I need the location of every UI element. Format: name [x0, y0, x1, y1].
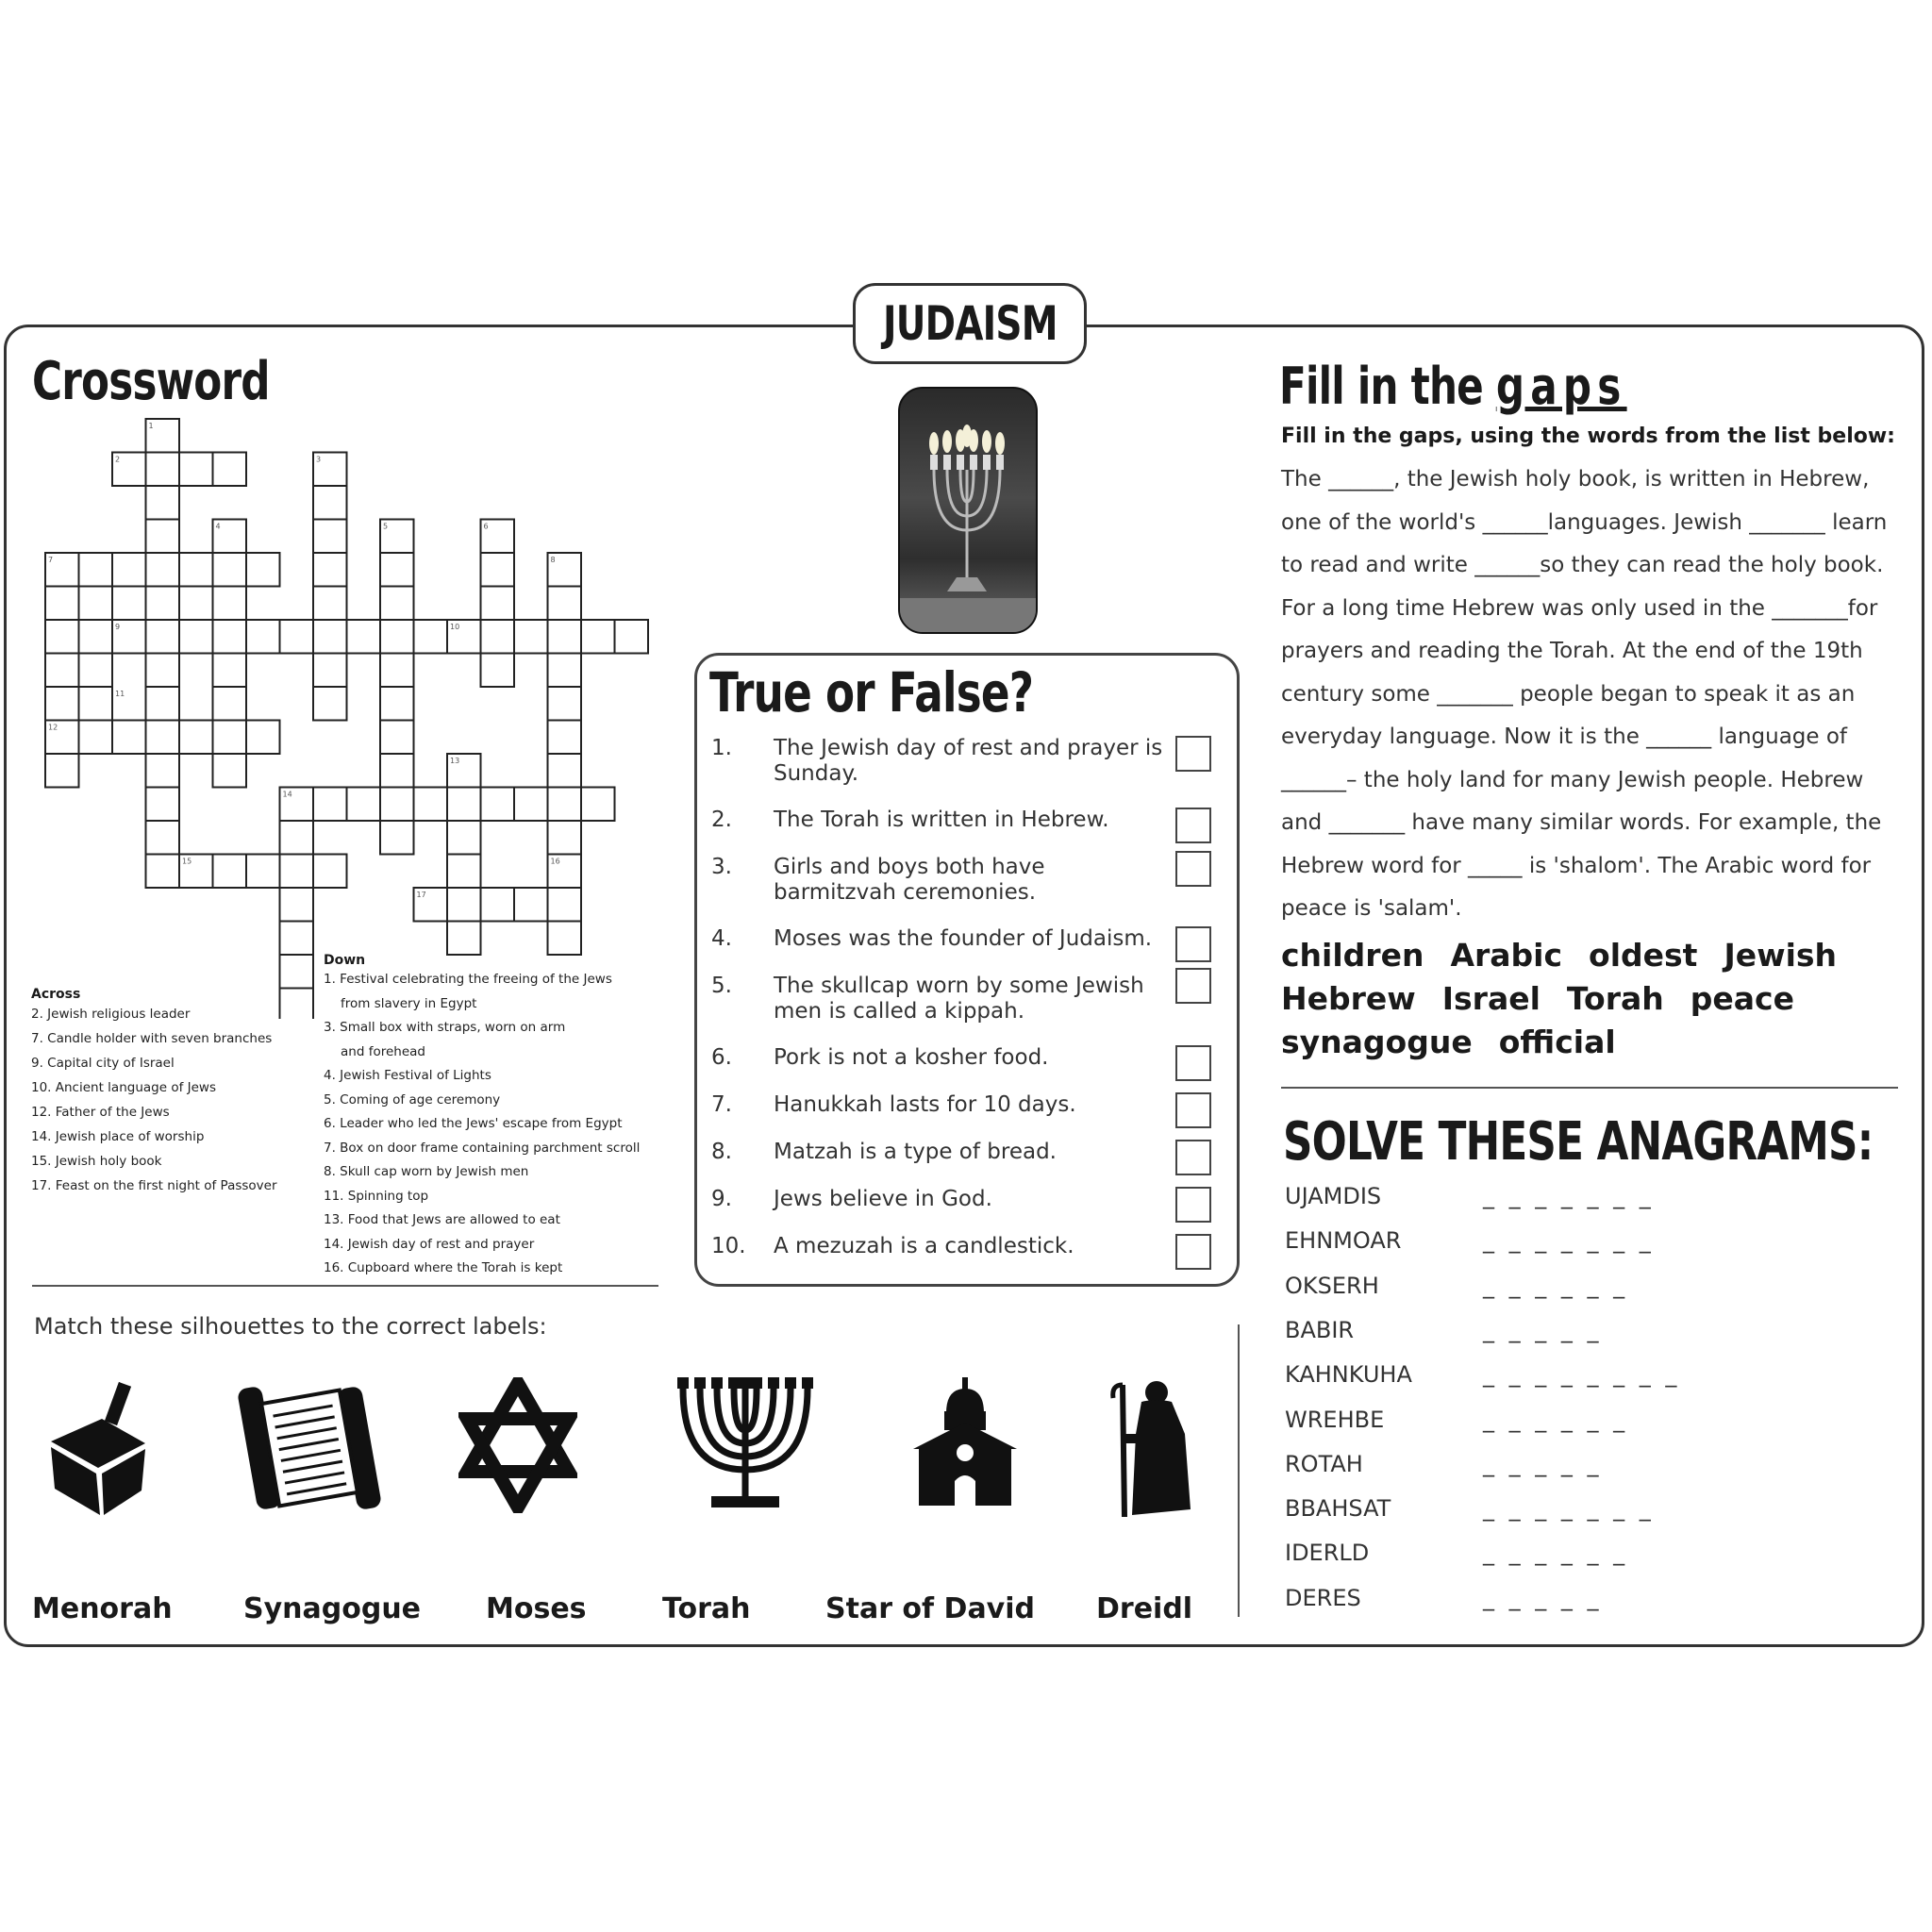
crossword-clue-number: 16 [550, 857, 560, 866]
anagram-word: BABIR [1285, 1316, 1355, 1343]
down-clues [324, 953, 640, 1281]
crossword-cell[interactable] [581, 788, 615, 822]
crossword-cell[interactable] [213, 687, 247, 721]
crossword-clue-number: 5 [383, 522, 389, 531]
crossword-cell[interactable] [246, 855, 280, 889]
crossword-cell[interactable] [146, 721, 180, 755]
synagogue-icon [913, 1377, 1017, 1509]
item-statement: The Torah is written in Hebrew. [774, 808, 1109, 832]
answer-checkbox[interactable] [1175, 1045, 1211, 1081]
crossword-cell[interactable] [213, 553, 247, 587]
crossword-cell[interactable] [481, 553, 515, 587]
crossword-clue-number: 7 [48, 556, 54, 564]
crossword-cell[interactable] [79, 587, 113, 621]
answer-blanks[interactable]: _ _ _ _ _ _ [1483, 1272, 1629, 1299]
item-number: 9. [711, 1187, 732, 1211]
word-bank-item: Hebrew [1281, 980, 1416, 1017]
item-number: 5. [711, 974, 732, 998]
crossword-cell[interactable] [45, 587, 79, 621]
crossword-cell[interactable] [514, 888, 548, 922]
across-clue: 12. Father of the Jews [31, 1105, 170, 1120]
item-number: 3. [711, 855, 732, 879]
across-clue: 15. Jewish holy book [31, 1154, 162, 1169]
crossword-cell[interactable] [146, 687, 180, 721]
answer-checkbox[interactable] [1175, 1140, 1211, 1175]
crossword-grid [38, 415, 660, 1019]
crossword-clue-number: 3 [316, 455, 322, 464]
across-clues [31, 987, 277, 1198]
crossword-cell[interactable] [79, 654, 113, 688]
crossword-cell[interactable] [447, 888, 481, 922]
down-clue: 6. Leader who led the Jews' escape from Egypt [324, 1116, 623, 1131]
item-statement: Matzah is a type of bread. [774, 1140, 1057, 1164]
crossword-cell[interactable] [79, 620, 113, 654]
crossword-cell[interactable] [45, 654, 79, 688]
item-statement: Girls and boys both have barmitzvah ceremonies. [774, 855, 1045, 905]
word-bank-item: peace [1690, 980, 1794, 1017]
crossword-clue-number: 13 [450, 757, 460, 765]
crossword-clue-number: 8 [550, 556, 556, 564]
down-heading: Down [324, 953, 366, 968]
answer-blanks[interactable]: _ _ _ _ _ _ _ _ [1483, 1361, 1681, 1389]
down-clue: 1. Festival celebrating the freeing of the Jews [324, 972, 612, 987]
down-clue: 7. Box on door frame containing parchment scroll [324, 1140, 641, 1156]
crossword-cell[interactable] [313, 486, 347, 520]
crossword-cell[interactable] [79, 687, 113, 721]
crossword-cell[interactable] [213, 654, 247, 688]
star-of-david-icon [458, 1377, 577, 1517]
crossword-cell[interactable] [179, 453, 213, 487]
item-number: 7. [711, 1092, 732, 1117]
crossword-cell[interactable] [213, 620, 247, 654]
fill-gaps-paragraph: The ______, the Jewish holy book, is written in Hebrew, one of the world's ______languages. Jewish _______ learn to read and write ______so they can read the holy book. For a long time Hebrew was only used in the _______for prayers and reading the Torah. At the end of the 19th century some _______ people began to speak it as an everyday language. Now it is the ______ language of ______– the holy land for many Jewish people. Hebrew and _______ have many similar words. For example, the Hebrew word for _____ is 'shalom'. The Arabic word for peace is 'salam'. [1281, 467, 1888, 921]
crossword-clue-number: 11 [115, 690, 125, 698]
crossword-clue-number: 14 [282, 790, 292, 799]
across-clue: 9. Capital city of Israel [31, 1056, 175, 1071]
answer-checkbox[interactable] [1175, 1187, 1211, 1223]
answer-checkbox[interactable] [1175, 926, 1211, 962]
answer-blanks[interactable]: _ _ _ _ _ _ [1483, 1406, 1629, 1433]
crossword-cell[interactable] [313, 520, 347, 554]
crossword-cell[interactable] [548, 587, 582, 621]
match-label: Synagogue [243, 1592, 422, 1625]
anagram-word: BBAHSAT [1285, 1495, 1391, 1523]
crossword-cell[interactable] [45, 687, 79, 721]
crossword-cell[interactable] [213, 754, 247, 788]
anagram-word: ROTAH [1285, 1450, 1363, 1477]
crossword-cell[interactable] [380, 620, 414, 654]
crossword-cell[interactable] [79, 721, 113, 755]
down-clue: 16. Cupboard where the Torah is kept [324, 1260, 563, 1275]
crossword-cell[interactable] [347, 788, 381, 822]
word-bank-item: official [1498, 1024, 1616, 1060]
section-divider [1281, 1087, 1898, 1089]
menorah-icon [674, 1377, 817, 1515]
crossword-cell[interactable] [548, 654, 582, 688]
torah-scroll-icon [238, 1377, 381, 1523]
crossword-cell[interactable] [146, 821, 180, 855]
crossword-clue-number: 1 [148, 422, 154, 430]
word-bank-item: Jewish [1724, 937, 1838, 974]
crossword-cell[interactable] [112, 721, 146, 755]
answer-checkbox[interactable] [1175, 1092, 1211, 1128]
section-divider [32, 1285, 658, 1287]
crossword-cell[interactable] [179, 620, 213, 654]
anagram-word: KAHNKUHA [1285, 1361, 1412, 1389]
across-clue: 2. Jewish religious leader [31, 1007, 191, 1022]
answer-checkbox[interactable] [1175, 1234, 1211, 1270]
crossword-cell[interactable] [45, 620, 79, 654]
answer-checkbox[interactable] [1175, 851, 1211, 887]
crossword-cell[interactable] [615, 620, 649, 654]
crossword-clue-number: 15 [182, 857, 192, 866]
crossword-clue-number: 10 [450, 623, 460, 631]
match-label: Torah [662, 1592, 751, 1625]
crossword-cell[interactable] [146, 587, 180, 621]
item-number: 8. [711, 1140, 732, 1164]
crossword-cell[interactable] [146, 553, 180, 587]
match-label: Star of David [825, 1592, 1035, 1625]
crossword-cell[interactable] [246, 620, 280, 654]
vertical-divider [1238, 1324, 1240, 1617]
match-label: Menorah [32, 1592, 173, 1625]
fill-gaps-heading-text: Fill in the [1279, 357, 1496, 416]
crossword-cell[interactable] [548, 754, 582, 788]
moses-icon [1104, 1377, 1198, 1524]
crossword-cell[interactable] [280, 620, 314, 654]
anagram-word: EHNMOAR [1285, 1227, 1402, 1255]
crossword-clue-number: 6 [483, 522, 489, 531]
answer-blanks[interactable]: _ _ _ _ _ [1483, 1316, 1603, 1343]
true-false-heading: True or False? [709, 660, 1034, 724]
fill-gaps-heading [1279, 357, 1627, 416]
crossword-cell[interactable] [481, 654, 515, 688]
crossword-cell[interactable] [313, 855, 347, 889]
crossword-cell[interactable] [548, 687, 582, 721]
word-bank-item: children [1281, 937, 1424, 974]
down-clue: 13. Food that Jews are allowed to eat [324, 1212, 560, 1227]
item-statement: Moses was the founder of Judaism. [774, 926, 1153, 951]
crossword-cell[interactable] [380, 721, 414, 755]
crossword-cell[interactable] [246, 721, 280, 755]
answer-checkbox[interactable] [1175, 736, 1211, 772]
item-statement: Pork is not a kosher food. [774, 1045, 1049, 1070]
word-bank-item: Arabic [1450, 937, 1563, 974]
down-clue: 14. Jewish day of rest and prayer [324, 1236, 535, 1252]
crossword-cell[interactable] [280, 821, 314, 855]
crossword-clue-number: 2 [115, 455, 121, 464]
fill-gaps-instructions: Fill in the gaps, using the words from the list below: [1281, 425, 1895, 448]
crossword-cell[interactable] [548, 821, 582, 855]
crossword-cell[interactable] [313, 788, 347, 822]
title-box [853, 283, 1087, 364]
crossword-cell[interactable] [146, 620, 180, 654]
crossword-cell[interactable] [414, 788, 448, 822]
across-clue: 17. Feast on the first night of Passover [31, 1178, 277, 1193]
answer-blanks[interactable]: _ _ _ _ _ [1483, 1450, 1603, 1477]
crossword-cell[interactable] [548, 620, 582, 654]
crossword-cell[interactable] [280, 855, 314, 889]
crossword-cell[interactable] [380, 587, 414, 621]
crossword-cell[interactable] [146, 788, 180, 822]
down-clue: 5. Coming of age ceremony [324, 1091, 501, 1108]
down-clue: and forehead [341, 1043, 425, 1059]
crossword-cell[interactable] [280, 955, 314, 989]
item-statement: Hanukkah lasts for 10 days. [774, 1092, 1076, 1117]
crossword-cell[interactable] [414, 620, 448, 654]
item-statement: A mezuzah is a candlestick. [774, 1234, 1074, 1258]
crossword-cell[interactable] [313, 587, 347, 621]
crossword-cell[interactable] [313, 620, 347, 654]
crossword-cell[interactable] [246, 553, 280, 587]
crossword-cell[interactable] [146, 486, 180, 520]
crossword-cell[interactable] [112, 553, 146, 587]
dreidel-icon [43, 1377, 153, 1523]
crossword-cell[interactable] [179, 553, 213, 587]
answer-blanks[interactable]: _ _ _ _ _ _ _ [1483, 1183, 1655, 1209]
fill-gaps-heading-underlined: gaps [1495, 357, 1627, 416]
crossword-cell[interactable] [213, 587, 247, 621]
crossword-cell[interactable] [548, 888, 582, 922]
menorah-photo [898, 387, 1038, 634]
crossword-cell[interactable] [380, 754, 414, 788]
word-bank [1281, 934, 1904, 1064]
crossword-cell[interactable] [447, 855, 481, 889]
match-label: Dreidl [1096, 1592, 1193, 1625]
crossword-heading: Crossword [32, 351, 270, 412]
crossword-cell[interactable] [347, 620, 381, 654]
page-title: JUDAISM [882, 296, 1058, 351]
word-bank-item: oldest [1589, 937, 1698, 974]
word-bank-item: synagogue [1281, 1024, 1473, 1060]
crossword-cell[interactable] [380, 821, 414, 855]
anagram-word: OKSERH [1285, 1272, 1379, 1299]
item-statement: The Jewish day of rest and prayer is Sunday. [774, 736, 1163, 786]
down-clue: 11. Spinning top [324, 1188, 429, 1204]
crossword-cell[interactable] [146, 855, 180, 889]
crossword-cell[interactable] [514, 620, 548, 654]
crossword-cell[interactable] [380, 654, 414, 688]
across-heading: Across [31, 987, 81, 1002]
crossword-cell[interactable] [280, 888, 314, 922]
crossword-cell[interactable] [481, 587, 515, 621]
crossword-cell[interactable] [481, 788, 515, 822]
down-clue: 4. Jewish Festival of Lights [324, 1068, 491, 1083]
crossword-cell[interactable] [146, 520, 180, 554]
crossword-cell[interactable] [146, 453, 180, 487]
crossword-cell[interactable] [280, 989, 314, 1020]
down-clue: 8. Skull cap worn by Jewish men [324, 1164, 529, 1179]
crossword-cell[interactable] [79, 553, 113, 587]
crossword-clue-number: 12 [48, 723, 58, 732]
crossword-cell[interactable] [179, 721, 213, 755]
item-statement: The skullcap worn by some Jewish men is called a kippah. [774, 974, 1144, 1024]
answer-blanks[interactable]: _ _ _ _ _ _ [1483, 1540, 1629, 1567]
crossword-cell[interactable] [380, 687, 414, 721]
across-clue: 7. Candle holder with seven branches [31, 1031, 273, 1046]
crossword-cell[interactable] [581, 620, 615, 654]
answer-checkbox[interactable] [1175, 968, 1211, 1004]
crossword-cell[interactable] [447, 821, 481, 855]
crossword-cell[interactable] [213, 453, 247, 487]
word-bank-item: Torah [1566, 980, 1664, 1017]
down-clue: 3. Small box with straps, worn on arm [324, 1020, 566, 1035]
anagram-word: WREHBE [1285, 1406, 1385, 1433]
item-number: 1. [711, 736, 732, 760]
crossword-cell[interactable] [548, 922, 582, 956]
anagram-word: DERES [1285, 1584, 1361, 1611]
across-clue: 10. Ancient language of Jews [31, 1080, 216, 1095]
across-clue: 14. Jewish place of worship [31, 1129, 205, 1144]
crossword-clue-number: 4 [215, 522, 221, 531]
crossword-cell[interactable] [313, 553, 347, 587]
crossword-cell[interactable] [146, 654, 180, 688]
crossword-cell[interactable] [481, 888, 515, 922]
crossword-cell[interactable] [548, 788, 582, 822]
crossword-cell[interactable] [313, 687, 347, 721]
anagram-word: UJAMDIS [1285, 1183, 1382, 1209]
answer-blanks[interactable]: _ _ _ _ _ _ _ [1483, 1495, 1655, 1523]
crossword-cell[interactable] [514, 788, 548, 822]
down-clue: from slavery in Egypt [341, 995, 477, 1011]
answer-blanks[interactable]: _ _ _ _ _ _ _ [1483, 1227, 1655, 1255]
crossword-cell[interactable] [447, 922, 481, 956]
crossword-cell[interactable] [481, 620, 515, 654]
crossword-cell[interactable] [447, 788, 481, 822]
crossword-cell[interactable] [45, 754, 79, 788]
crossword-cell[interactable] [380, 788, 414, 822]
crossword-cell[interactable] [213, 721, 247, 755]
crossword-cell[interactable] [548, 721, 582, 755]
crossword-clue-number: 9 [115, 623, 121, 631]
matching-instruction: Match these silhouettes to the correct labels: [34, 1313, 547, 1340]
anagram-word: IDERLD [1285, 1540, 1370, 1567]
word-bank-item: Israel [1441, 980, 1541, 1017]
crossword-clue-number: 17 [416, 891, 426, 899]
crossword-cell[interactable] [280, 922, 314, 956]
crossword-cell[interactable] [380, 553, 414, 587]
answer-checkbox[interactable] [1175, 808, 1211, 843]
crossword-cell[interactable] [213, 855, 247, 889]
match-label: Moses [486, 1592, 587, 1625]
item-number: 4. [711, 926, 732, 951]
crossword-cell[interactable] [313, 654, 347, 688]
item-statement: Jews believe in God. [774, 1187, 992, 1211]
item-number: 6. [711, 1045, 732, 1070]
anagrams-heading: SOLVE THESE ANAGRAMS: [1283, 1111, 1874, 1173]
crossword-cell[interactable] [146, 754, 180, 788]
answer-blanks[interactable]: _ _ _ _ _ [1483, 1584, 1603, 1611]
item-number: 2. [711, 808, 732, 832]
item-number: 10. [711, 1234, 746, 1258]
